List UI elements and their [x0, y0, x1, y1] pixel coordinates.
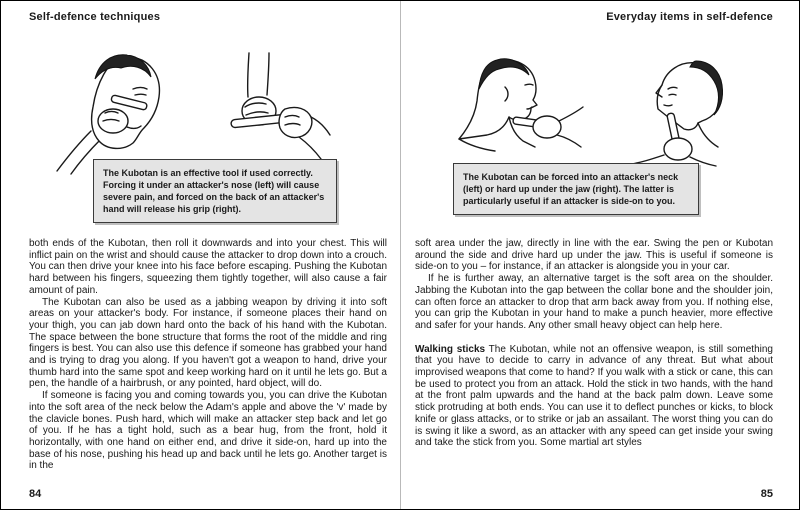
page-number-right: 85 [760, 488, 773, 500]
caption-box-left [93, 159, 337, 223]
body-text-left [29, 238, 387, 472]
body-text-right [415, 238, 773, 449]
figure-kubotan-into-neck [439, 53, 589, 165]
figure-kubotan-on-back-of-hand [193, 47, 333, 165]
page-number-left: 84 [29, 488, 42, 500]
figure-kubotan-under-nose [49, 43, 189, 175]
paragraph-walking-sticks [415, 344, 773, 449]
paragraph: both ends of the Kubotan, then roll it downwards and into your chest. This will inflict pain on the wrist and should cause the attacker to drop down into a crouch. You can then drive your knee into his face before escaping. Pushing the Kubotan hard between his fingers, squeezing them tightly together, will also cause a fair amount of pain. [29, 238, 387, 296]
paragraph: The Kubotan can also be used as a jabbing weapon by driving it into soft areas on your attacker's body. For instance, if someone places their hand on your thigh, you can jab down hard onto the back of his hand with the Kubotan. The space between the bone structure that forms the root of the middle and ring fingers is best. You can also use this defence if someone has grabbed your hand and is trying to drag you along. If you haven't got a weapon to hand, drive your thumb hard into the same spot and keep working hard on it until he lets go. But a pen, the handle of a hairbrush, or any pointed, hard object, will do. [29, 296, 387, 390]
caption-box-right [453, 163, 699, 215]
caption-text: The Kubotan is an effective tool if used correctly. Forcing it under an attacker's nose (left) will cause severe pain, and forced on the back of an attacker's hand will release his grip (right). [103, 168, 325, 214]
running-head-right: Everyday items in self-defence [606, 11, 773, 23]
left-page [1, 1, 401, 510]
page-gutter-divider [400, 1, 401, 510]
paragraph: If he is further away, an alternative target is the soft area on the shoulder. Jabbing the Kubotan into the gap between the collar bone and the shoulder join, can often force an attacker to drop that arm back away from you. If nothing else, you can grip the Kubotan in your hand to make a punch heavier, more effective and safer for your hands. Any other small heavy object can help here. [415, 273, 773, 331]
section-body: The Kubotan, while not an offensive weapon, is still something that you have to decide to carry in advance of any threat. But what about improvised weapons that come to hand? If you walk with a stick or cane, this can be used to protect you from an attack. Hold the stick in two hands, with the hand at the front palm upwards and the hand at the back palm down. Leave some stick protruding at both ends. You can use it to deflect punches or kicks, to block knife or glass attacks, or to strike or jab an assailant. The worst thing you can do is swing it like a sword, as an attacker with any speed can get inside your swing and take the stick from you. Some martial art styles [415, 343, 773, 449]
right-page [401, 1, 800, 510]
caption-text: The Kubotan can be forced into an attacker's neck (left) or hard up under the jaw (right). The latter is particularly useful if an attacker is side-on to you. [463, 172, 679, 206]
figure-kubotan-under-jaw [606, 51, 756, 169]
running-head-left: Self-defence techniques [29, 11, 161, 23]
paragraph: soft area under the jaw, directly in line with the ear. Swing the pen or Kubotan around the side and drive hard up under the jaw. This is useful if someone is side-on to you – for instance, if an attacker is alongside you in your car. [415, 238, 773, 273]
paragraph: If someone is facing you and coming towards you, you can drive the Kubotan into the soft area of the neck below the Adam's apple and above the 'v' made by the clavicle bones. Push hard, which will make an attacker step back and let go of you. If he has a tight hold, such as a bear hug, from the front, hold it horizontally, with one hand on either end, and drive it side-on, hard up into the base of his nose, pushing his head up and back until he lets go. Another target is in the [29, 390, 387, 472]
section-lead-in: Walking sticks [415, 343, 486, 355]
